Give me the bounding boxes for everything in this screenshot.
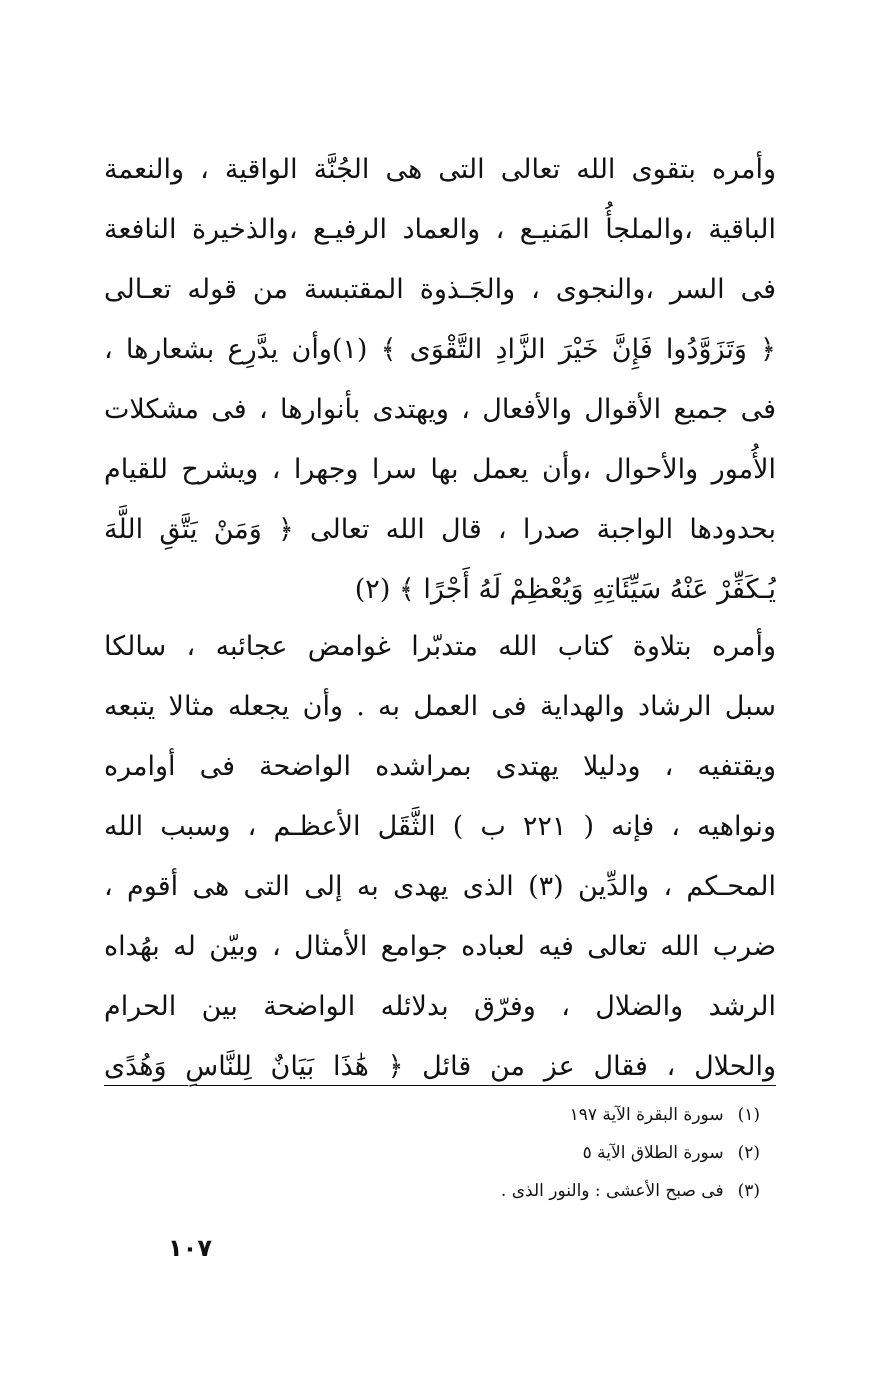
- footnote: [300, 1172, 760, 1210]
- text-line: الرشد والضلال ، وفرّق بدلائله الواضحة بين الحرام: [104, 991, 776, 1022]
- text-line: وأمره بتلاوة كتاب الله متدبّرا غوامض عجائبه ، سالكا: [104, 631, 776, 662]
- footnote-text: فى صبح الأعشى : والنور الذى .: [500, 1181, 724, 1201]
- footnote-number: (١): [737, 1105, 760, 1125]
- footnote-number: (٢): [737, 1143, 760, 1163]
- footnote: [300, 1134, 760, 1172]
- text-line: سبل الرشاد والهداية فى العمل به . وأن يجعله مثالا يتبعه: [104, 691, 776, 722]
- text-line: والحلال ، فقال عز من قائل ﴿ هَٰذَا بَيَانٌ لِلنَّاسِ وَهُدًى: [104, 1051, 776, 1082]
- text-line: فى السر ،والنجوى ، والجَـذوة المقتبسة من قوله تعـالى: [104, 274, 776, 305]
- footnote-text: سورة الطلاق الآية ٥: [582, 1143, 724, 1163]
- text-line: الباقية ،والملجأُ المَنيـع ، والعماد الرفيـع ،والذخيرة النافعة: [104, 214, 776, 245]
- text-line: يُـكَفِّرْ عَنْهُ سَيِّئَاتِهِ وَيُعْظِمْ لَهُ أَجْرًا ﴾ (٢): [354, 574, 776, 605]
- footnotes: [300, 1096, 760, 1210]
- footnote: [300, 1096, 760, 1134]
- footnote-number: (٣): [737, 1181, 760, 1201]
- text-line: الأُمور والأحوال ،وأن يعمل بها سرا وجهرا ، ويشرح للقيام: [104, 454, 776, 485]
- text-line: ﴿ وَتَزَوَّدُوا فَإِنَّ خَيْرَ الزَّادِ التَّقْوَى ﴾ (١)وأن يدَّرِع بشعارها ،: [104, 334, 776, 365]
- text-line: المحـكم ، والدِّين (٣) الذى يهدى به إلى التى هى أقوم ،: [104, 871, 776, 902]
- text-line: ويقتفيه ، ودليلا يهتدى بمراشده الواضحة فى أوامره: [104, 751, 776, 782]
- text-line: بحدودها الواجبة صدرا ، قال الله تعالى ﴿ وَمَنْ يَتَّقِ اللَّهَ: [104, 514, 776, 545]
- paragraph-2: [104, 617, 776, 1097]
- text-line: ضرب الله تعالى فيه لعباده جوامع الأمثال ، وبيّن له بهُداه: [104, 931, 776, 962]
- text-line: ونواهيه ، فإنه ( ٢٢١ ب ) الثَّقَل الأعظـم ، وسبب الله: [104, 811, 776, 842]
- footnote-text: سورة البقرة الآية ١٩٧: [569, 1105, 724, 1125]
- paragraph-1: [104, 140, 776, 620]
- page-number: ١٠٧: [168, 1234, 212, 1262]
- text-line: وأمره بتقوى الله تعالى التى هى الجُنَّة الواقية ، والنعمة: [104, 154, 776, 185]
- text-line: فى جميع الأقوال والأفعال ، ويهتدى بأنوارها ، فى مشكلات: [104, 394, 776, 425]
